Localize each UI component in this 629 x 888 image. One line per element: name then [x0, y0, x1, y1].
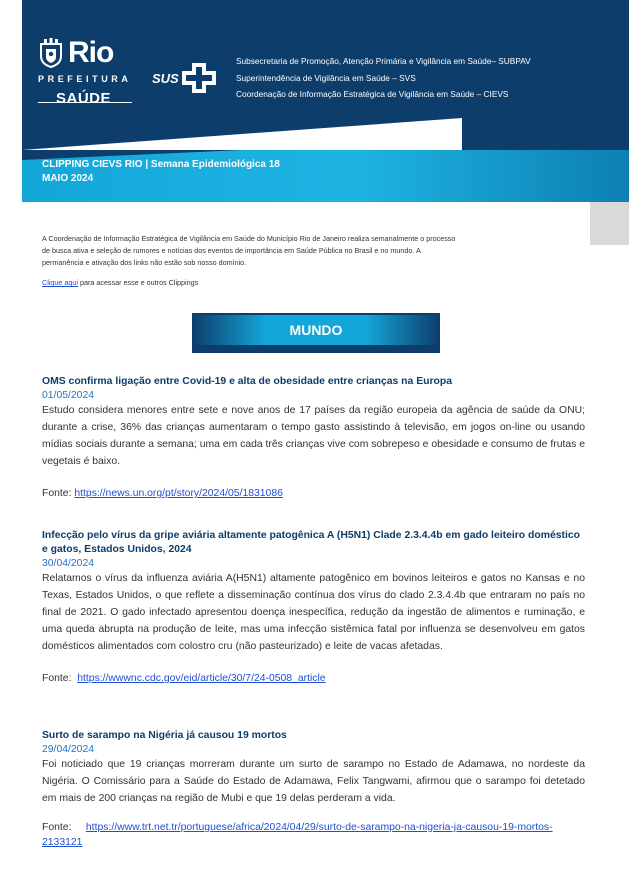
org-line-cievs: Coordenação de Informação Estratégica de Vigilância em Saúde – CIEVS	[236, 89, 509, 99]
article-date: 30/04/2024	[42, 558, 95, 569]
org-line-subpav: Subsecretaria de Promoção, Atenção Primária e Vigilância em Saúde– SUBPAV	[236, 56, 531, 66]
article-h5n1	[42, 529, 585, 686]
source-label: Fonte:	[42, 822, 86, 833]
article-measles-nigeria	[42, 729, 585, 850]
logo-brand-text: Rio	[68, 36, 114, 69]
article-body: Estudo considera menores entre sete e nove anos de 17 países da região europeia da agência de saúde da ONU; durante a crise, 36% das crianças aumentaram o tempo gasto assistindo à televisão, em jogos on-line ou usando mídias sociais durante a semana; uma em cada três crianças vive com sobrepeso e obesidade e consumo de frutas e vegetais é baixo.	[42, 405, 585, 467]
intro-paragraph: A Coordenação de Informação Estratégica de Vigilância em Saúde do Município Rio de Janeiro realiza semanalmente o processo de busca ativa e seleção de rumores e notícias dos eventos de importância em Saúde Pública no Brasil e no mundo. A permanência e ativação dos links não estão sob nosso domínio.	[42, 234, 456, 267]
source-label: Fonte:	[42, 488, 75, 499]
sus-logo	[152, 63, 216, 93]
article-title: OMS confirma ligação entre Covid-19 e alta de obesidade entre crianças na Europa	[42, 376, 452, 387]
article-date: 29/04/2024	[42, 744, 95, 755]
clique-aqui-link[interactable]: Clique aqui	[42, 278, 78, 287]
logo-saude-text: SAÚDE	[56, 90, 112, 107]
logo-divider	[38, 102, 132, 103]
section-title-mundo: MUNDO	[192, 315, 440, 345]
org-line-svs: Superintendência de Vigilância em Saúde – SVS	[236, 72, 416, 83]
clippings-link-suffix: para acessar esse e outros Clippings	[77, 278, 199, 287]
coat-of-arms-icon	[38, 38, 64, 68]
header-diagonal	[22, 118, 462, 150]
article-title: Infecção pelo vírus da gripe aviária altamente patogênica A (H5N1) Clade 2.3.4.4b em gado leiteiro doméstico e gatos, Estados Unidos, 2024	[42, 530, 580, 555]
article-title: Surto de sarampo na Nigéria já causou 19 mortos	[42, 730, 287, 741]
article-body: Relatamos o vírus da influenza aviária A(H5N1) altamente patogênico em bovinos leiteiros e gatos no Kansas e no Texas, Estados Unidos, o que reflete a disseminação contínua dos vírus do clado 2.3.4.4b que entraram no país no final de 2021. O gado infectado apresentou doença inespecífica, redução da ingestão de alimentos e ruminação, e uma queda abrupta na produção de leite, mas uma infecção sistêmica fatal por influenza se desenvolveu em gatos domésticos alimentados com colostro cru (não pasteurizado) e leite de vacas afetadas.	[42, 573, 585, 652]
article-date: 01/05/2024	[42, 390, 95, 401]
clipping-title	[42, 158, 280, 186]
sus-cross-icon	[182, 63, 216, 93]
source-label: Fonte:	[42, 673, 78, 684]
source-link[interactable]: https://news.un.org/pt/story/2024/05/1831086	[74, 488, 283, 499]
logo-prefeitura-text: PREFEITURA	[38, 74, 132, 84]
prefeitura-rio-saude-logo	[38, 38, 132, 107]
source-link[interactable]: https://wwwnc.cdc.gov/eid/article/30/7/24-0508_article	[77, 673, 326, 684]
article-source	[42, 486, 585, 501]
source-link[interactable]: https://www.trt.net.tr/portuguese/africa/2024/04/29/surto-de-sarampo-na-nigeria-ja-causou-19-mortos-2133121	[42, 822, 553, 848]
clipping-month: MAIO 2024	[42, 173, 94, 184]
article-source	[42, 671, 585, 686]
clipping-week: CLIPPING CIEVS RIO | Semana Epidemiológica 18	[42, 159, 280, 170]
article-covid-obesity	[42, 375, 585, 501]
organization-lines	[236, 53, 531, 103]
clippings-link-line	[42, 278, 198, 287]
sus-text: SUS	[152, 70, 179, 86]
article-source	[42, 820, 585, 850]
article-body: Foi noticiado que 19 crianças morreram durante um surto de sarampo no Estado de Adamawa, no nordeste da Nigéria. O Comissário para a Saúde do Estado de Adamawa, Felix Tangwami, afirmou que o sarampo foi detetado em mais de 200 crianças na região de Mubi e que 19 delas perderam a vida.	[42, 759, 585, 804]
